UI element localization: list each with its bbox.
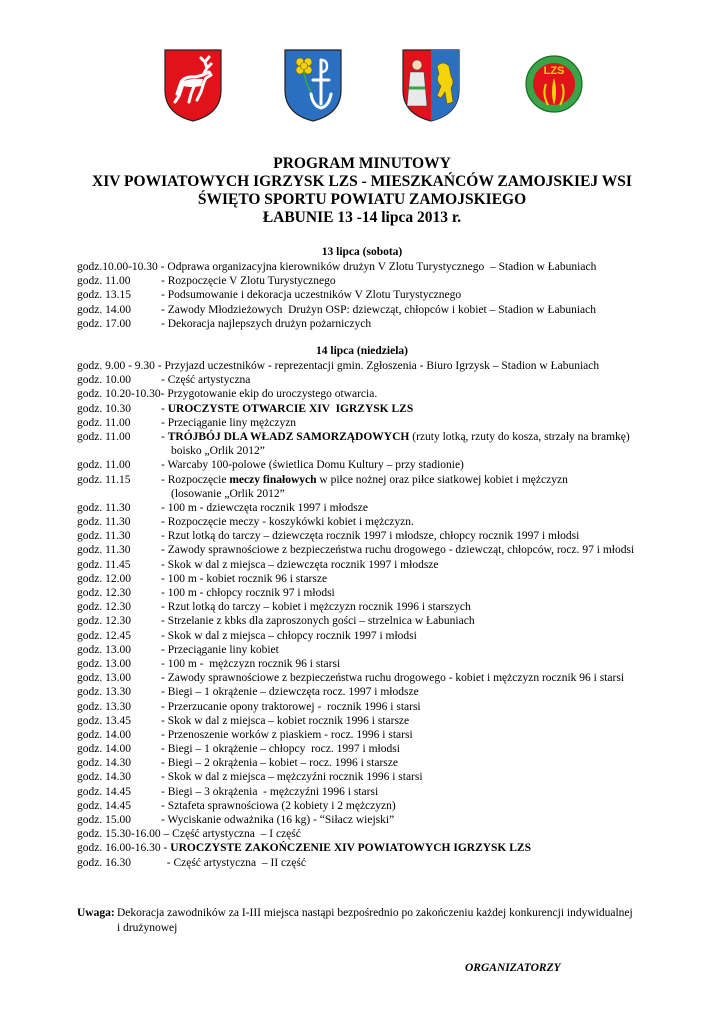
schedule-description: [161, 430, 630, 458]
schedule-time: godz. 12.30: [77, 601, 131, 614]
schedule-description: - 100 m - kobiet rocznik 96 i starsze: [161, 572, 328, 585]
schedule-time: godz. 11.15: [77, 473, 131, 486]
saint-lion-coat-of-arms-icon: [401, 48, 461, 123]
schedule-description: - Rzut lotką do tarczy – dziewczęta rocznik 1997 i młodsze, chłopcy rocznik 1997 i młodsi: [161, 530, 580, 543]
schedule-time: godz. 13.15: [77, 289, 131, 302]
schedule-row: [77, 387, 717, 401]
schedule-description: [161, 402, 413, 416]
schedule-row: [77, 827, 717, 841]
schedule-row: [77, 600, 717, 614]
schedule-description: - Strzelanie z kbks dla zaproszonych gości – strzelnica w Łabuniach: [161, 615, 475, 628]
schedule-sunday: [77, 359, 717, 870]
day-heading-saturday: 13 lipca (sobota): [321, 246, 403, 258]
description-prefix: - Rozpoczęcie: [161, 473, 230, 486]
lzs-emblem-icon: [524, 48, 584, 123]
schedule-row: [77, 586, 717, 600]
stag-coat-of-arms-icon: [163, 48, 223, 123]
schedule-description: - 100 m - chłopcy rocznik 97 i młodsi: [161, 587, 335, 600]
schedule-row: [77, 529, 717, 543]
title-line-2: XIV POWIATOWYCH IGRZYSK LZS - MIESZKAŃCÓW ZAMOJSKIEJ WSI: [92, 173, 632, 190]
schedule-row: [77, 501, 717, 515]
schedule-row: [77, 856, 717, 870]
schedule-time: godz. 14.45: [77, 785, 131, 798]
title-line-1: PROGRAM MINUTOWY: [273, 155, 451, 172]
schedule-row: [77, 841, 717, 855]
coats-of-arms-row: [0, 48, 724, 128]
schedule-row: [77, 685, 717, 699]
schedule-time: godz. 13.30: [77, 686, 131, 699]
page-title: [0, 155, 724, 227]
schedule-row: [77, 770, 717, 784]
schedule-row: [77, 359, 717, 373]
schedule-description: - Skok w dal z miejsca – kobiet rocznik 1996 i starsze: [161, 714, 410, 727]
schedule-description: - Dekoracja najlepszych drużyn pożarniczych: [161, 317, 372, 330]
schedule-time: godz. 12.00: [77, 572, 131, 585]
schedule-time: godz. 13.00: [77, 672, 131, 685]
schedule-description: - Przeciąganie liny kobiet: [161, 643, 279, 656]
schedule-row: [77, 614, 717, 628]
schedule-time: godz. 14.45: [77, 799, 131, 812]
schedule-row: [77, 756, 717, 770]
note-text: Dekoracja zawodników za I-III miejsca nastąpi bezpośrednio po zakończeniu każdej konkurencji indywidualnej i drużynowej: [117, 907, 633, 934]
schedule-row: [77, 473, 717, 501]
description-suffix: (rzuty lotką, rzuty do kosza, strzały na bramkę): [409, 430, 630, 443]
schedule-time: godz. 10.00: [77, 374, 131, 387]
schedule-row: [77, 700, 717, 714]
day-heading-sunday: 14 lipca (niedziela): [316, 345, 408, 357]
schedule-entry-text: godz. 15.30-16.00 – Część artystyczna – I część: [77, 828, 301, 841]
schedule-time: godz. 10.30: [77, 402, 131, 415]
schedule-row: [77, 657, 717, 671]
schedule-time: godz. 13.45: [77, 714, 131, 727]
description-bold: UROCZYSTE OTWARCIE XIV IGRZYSK LZS: [167, 402, 414, 415]
description-bold: TRÓJBÓJ DLA WŁADZ SAMORZĄDOWYCH: [167, 430, 410, 443]
schedule-description: - Przerzucanie opony traktorowej - rocznik 1996 i starsi: [161, 700, 421, 713]
description-prefix: -: [161, 402, 168, 415]
title-line-4: ŁABUNIE 13 -14 lipca 2013 r.: [262, 209, 462, 226]
schedule-description: - Biegi – 1 okrążenie – chłopcy rocz. 1997 i młodsi: [161, 743, 400, 756]
schedule-row: [77, 458, 717, 472]
schedule-time: godz. 16.30: [77, 856, 131, 869]
schedule-row: [77, 572, 717, 586]
schedule-row: [77, 288, 717, 302]
schedule-time: godz. 13.00: [77, 657, 131, 670]
schedule-entry-text: godz.10.00-10.30 - Odprawa organizacyjna kierowników drużyn V Zlotu Turystycznego – Stadion w Łabuniach: [77, 261, 597, 273]
entry-text-prefix: godz. 16.00-16.30 -: [77, 842, 171, 855]
schedule-time: godz. 11.30: [77, 530, 131, 543]
schedule-time: godz. 17.00: [77, 317, 131, 330]
schedule-row: [77, 799, 717, 813]
schedule-entry-text: godz. 10.20-10.30- Przygotowanie ekip do uroczystego otwarcia.: [77, 388, 378, 401]
schedule-row: [77, 416, 717, 430]
schedule-description: - Skok w dal z miejsca – chłopcy rocznik 1997 i młodsi: [161, 629, 417, 642]
schedule-time: godz. 11.00: [77, 459, 131, 472]
entry-text-bold: UROCZYSTE ZAKOŃCZENIE XIV POWIATOWYCH IGRZYSK LZS: [170, 842, 531, 855]
schedule-description: - Zawody sprawnościowe z bezpieczeństwa ruchu drogowego - kobiet i mężczyzn rocznik 96 i starsi: [161, 672, 625, 685]
schedule-description: - Biegi – 1 okrążenie – dziewczęta rocz. 1997 i młodsze: [161, 686, 419, 699]
schedule-time: godz. 15.00: [77, 814, 131, 827]
schedule-row: [77, 629, 717, 643]
schedule-time: godz. 13.00: [77, 643, 131, 656]
schedule-description: - Biegi – 2 okrążenia – kobiet – rocz. 1996 i starsze: [161, 757, 398, 770]
schedule-time: godz. 11.30: [77, 544, 131, 557]
schedule-time: godz. 14.00: [77, 303, 131, 316]
schedule-row: [77, 274, 717, 288]
schedule-row: [77, 303, 717, 317]
schedule-description: - Biegi – 3 okrążenia - mężczyźni 1996 i starsi: [161, 785, 379, 798]
schedule-description: - Skok w dal z miejsca – dziewczęta rocznik 1997 i młodsze: [161, 558, 439, 571]
schedule-saturday: [77, 260, 717, 331]
schedule-row: [77, 728, 717, 742]
schedule-time: godz. 11.30: [77, 501, 131, 514]
lzs-emblem-letters: LZS: [543, 65, 565, 77]
schedule-description: - Część artystyczna – II część: [161, 856, 306, 869]
schedule-description: - Warcaby 100-polowe (świetlica Domu Kultury – przy stadionie): [161, 459, 464, 472]
description-continuation: boisko „Orlik 2012”: [171, 445, 265, 458]
schedule-time: godz. 11.00: [77, 430, 131, 443]
schedule-row: [77, 543, 717, 557]
schedule-time: godz. 14.30: [77, 757, 131, 770]
flower-anchor-coat-of-arms-icon: [283, 48, 343, 123]
schedule-time: godz. 14.30: [77, 771, 131, 784]
schedule-description: - Przenoszenie worków z piaskiem - rocz. 1996 i starsi: [161, 728, 413, 741]
description-prefix: -: [161, 430, 168, 443]
schedule-description: - 100 m - dziewczęta rocznik 1997 i młodsze: [161, 501, 368, 514]
schedule-time: godz. 12.30: [77, 615, 131, 628]
schedule-time: godz. 14.00: [77, 728, 131, 741]
description-bold: meczy finałowych: [229, 473, 317, 486]
schedule-description: - Wyciskanie odważnika (16 kg) - “Siłacz wiejski”: [161, 814, 395, 827]
schedule-description: - Przeciąganie liny mężczyzn: [161, 416, 297, 429]
schedule-row: [77, 317, 717, 331]
schedule-description: - Część artystyczna: [161, 374, 251, 387]
schedule-row: [77, 785, 717, 799]
schedule-row: [77, 373, 717, 387]
schedule-description: - Podsumowanie i dekoracja uczestników V Zlotu Turystycznego: [161, 289, 462, 302]
organizers-signature: ORGANIZATORZY: [465, 962, 561, 974]
schedule-row: [77, 813, 717, 827]
schedule-entry-text: [77, 841, 531, 855]
schedule-time: godz. 14.00: [77, 743, 131, 756]
schedule-row: [77, 742, 717, 756]
schedule-description: [161, 473, 568, 501]
description-continuation: (losowanie „Orlik 2012”: [171, 487, 285, 500]
schedule-description: - Skok w dal z miejsca – mężczyźni rocznik 1996 i starsi: [161, 771, 423, 784]
title-line-3: ŚWIĘTO SPORTU POWIATU ZAMOJSKIEGO: [197, 191, 527, 208]
schedule-row: [77, 430, 717, 458]
schedule-time: godz. 13.30: [77, 700, 131, 713]
schedule-row: [77, 260, 717, 274]
schedule-time: godz. 12.45: [77, 629, 131, 642]
schedule-description: - 100 m - mężczyzn rocznik 96 i starsi: [161, 657, 341, 670]
schedule-description: - Zawody sprawnościowe z bezpieczeństwa ruchu drogowego - dziewcząt, chłopców, rocz. 97 i młodsi: [161, 544, 635, 557]
note-label: Uwaga:: [77, 907, 115, 919]
schedule-row: [77, 643, 717, 657]
schedule-time: godz. 11.45: [77, 558, 131, 571]
schedule-time: godz. 11.30: [77, 516, 131, 529]
schedule-row: [77, 402, 717, 416]
schedule-description: - Zawody Młodzieżowych Drużyn OSP: dziewcząt, chłopców i kobiet – Stadion w Łabuniach: [161, 303, 596, 316]
schedule-entry-text: godz. 9.00 - 9.30 - Przyjazd uczestników - reprezentacji gmin. Zgłoszenia - Biuro Igrzysk – Stadion w Łabuniach: [77, 360, 600, 372]
schedule-description: - Rzut lotką do tarczy – kobiet i mężczyzn rocznik 1996 i starszych: [161, 601, 471, 614]
schedule-time: godz. 12.30: [77, 587, 131, 600]
schedule-time: godz. 11.00: [77, 275, 131, 288]
schedule-time: godz. 11.00: [77, 416, 131, 429]
schedule-description: - Rozpoczęcie meczy - koszykówki kobiet i mężczyzn.: [161, 516, 414, 529]
schedule-description: - Sztafeta sprawnościowa (2 kobiety i 2 mężczyzn): [161, 799, 396, 812]
schedule-row: [77, 558, 717, 572]
description-suffix: w piłce nożnej oraz piłce siatkowej kobiet i mężczyzn: [316, 473, 568, 486]
schedule-row: [77, 671, 717, 685]
schedule-description: - Rozpoczęcie V Zlotu Turystycznego: [161, 275, 336, 288]
schedule-row: [77, 515, 717, 529]
schedule-row: [77, 714, 717, 728]
